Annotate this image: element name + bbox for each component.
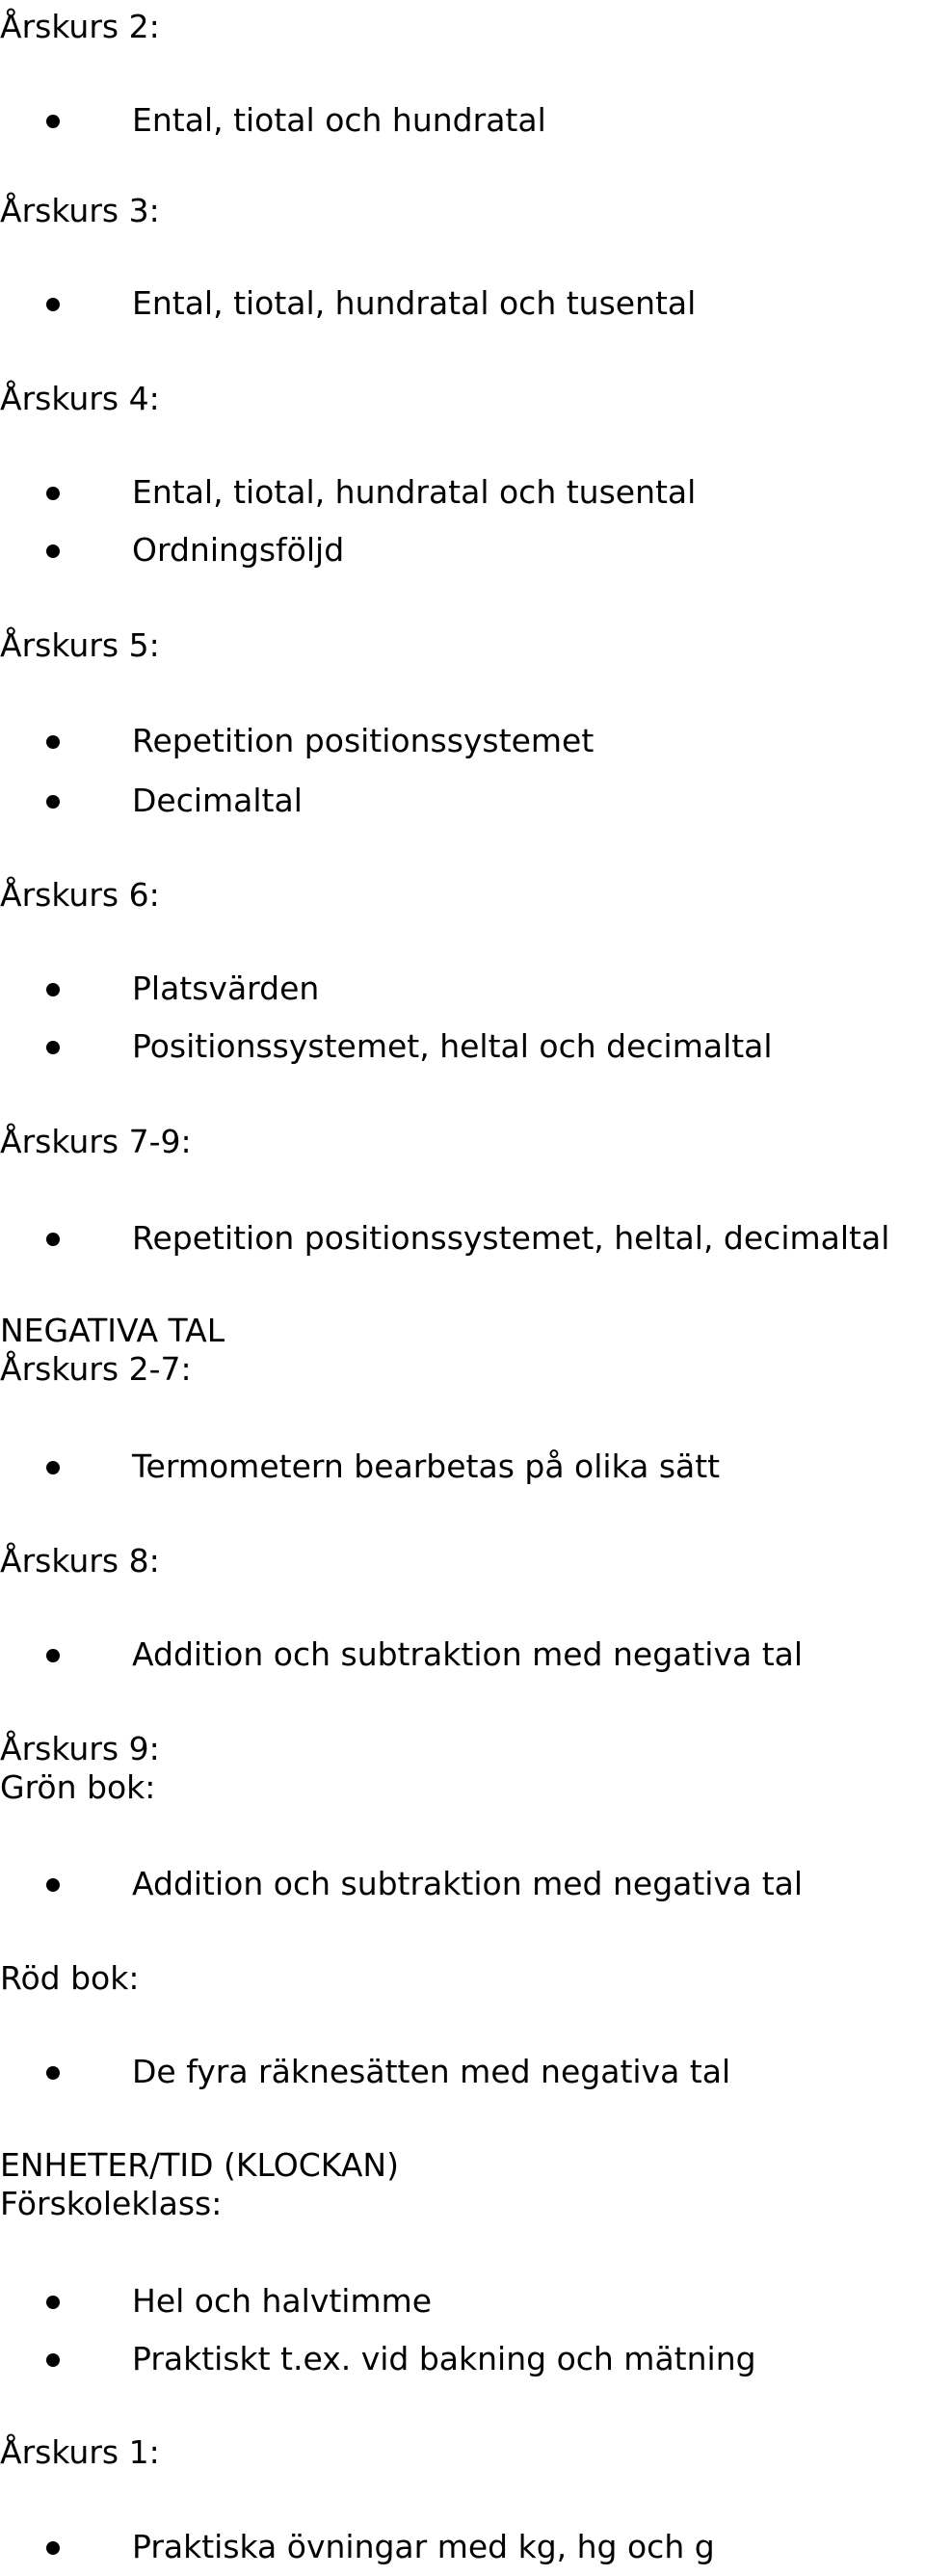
bullet-icon — [46, 1041, 60, 1054]
list-item-text: Addition och subtraktion med negativa tal — [132, 1635, 804, 1673]
topic-heading: NEGATIVA TAL — [0, 1312, 225, 1349]
list-item-text: Ental, tiotal och hundratal — [132, 101, 546, 139]
bullet-icon — [46, 1461, 60, 1474]
grade-heading: Årskurs 5: — [0, 626, 160, 664]
bullet-icon — [46, 2296, 60, 2309]
bullet-icon — [46, 735, 60, 749]
bullet-icon — [46, 544, 60, 558]
list-item-text: Addition och subtraktion med negativa tal — [132, 1865, 804, 1902]
book-heading: Grön bok: — [0, 1768, 156, 1806]
grade-heading: Årskurs 6: — [0, 876, 160, 914]
grade-heading: Förskoleklass: — [0, 2185, 223, 2222]
bullet-icon — [46, 115, 60, 128]
grade-heading: Årskurs 8: — [0, 1542, 160, 1580]
bullet-icon — [46, 487, 60, 500]
bullet-icon — [46, 2541, 60, 2555]
list-item-text: Praktiskt t.ex. vid bakning och mätning — [132, 2340, 756, 2377]
topic-heading: ENHETER/TID (KLOCKAN) — [0, 2146, 399, 2184]
list-item-text: Positionssystemet, heltal och decimaltal — [132, 1027, 773, 1065]
list-item-text: De fyra räknesätten med negativa tal — [132, 2053, 731, 2090]
list-item-text: Repetition positionssystemet, heltal, decimaltal — [132, 1219, 890, 1257]
list-item-text: Ental, tiotal, hundratal och tusental — [132, 473, 697, 511]
grade-heading: Årskurs 3: — [0, 192, 160, 229]
grade-heading: Årskurs 9: — [0, 1730, 160, 1767]
list-item-text: Repetition positionssystemet — [132, 722, 595, 759]
bullet-icon — [46, 1233, 60, 1246]
list-item-text: Termometern bearbetas på olika sätt — [132, 1447, 721, 1485]
list-item-text: Decimaltal — [132, 782, 303, 819]
book-heading: Röd bok: — [0, 1959, 140, 1997]
list-item-text: Hel och halvtimme — [132, 2282, 433, 2320]
list-item-text: Ental, tiotal, hundratal och tusental — [132, 284, 697, 322]
list-item-text: Praktiska övningar med kg, hg och g — [132, 2528, 715, 2565]
bullet-icon — [46, 1649, 60, 1662]
bullet-icon — [46, 298, 60, 311]
bullet-icon — [46, 795, 60, 809]
grade-heading: Årskurs 2: — [0, 8, 160, 45]
list-item-text: Platsvärden — [132, 969, 320, 1007]
grade-heading: Årskurs 1: — [0, 2433, 160, 2471]
grade-heading: Årskurs 4: — [0, 380, 160, 417]
bullet-icon — [46, 983, 60, 996]
grade-heading: Årskurs 2-7: — [0, 1350, 192, 1388]
bullet-icon — [46, 1878, 60, 1892]
bullet-icon — [46, 2353, 60, 2367]
bullet-icon — [46, 2066, 60, 2080]
grade-heading: Årskurs 7-9: — [0, 1123, 192, 1160]
list-item-text: Ordningsföljd — [132, 531, 345, 569]
